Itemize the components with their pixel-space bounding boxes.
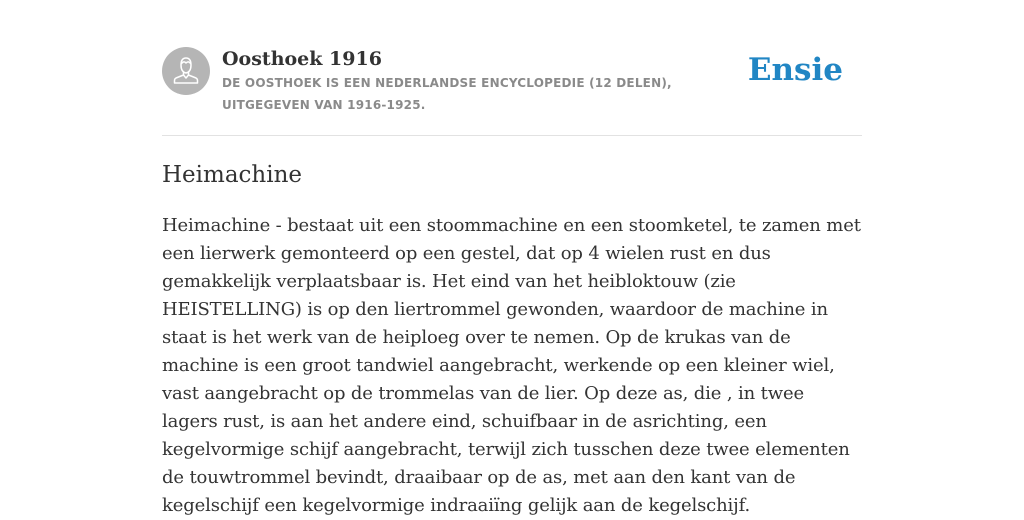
article-body: Heimachine - bestaat uit een stoommachine en een stoomketel, te zamen met een lierwerk gemonteerd op een gestel, dat op 4 wielen rust en dus gemakkelijk verplaatsbaar is. Het eind van het heibloktouw (zie HEISTELLING) is op den liertrommel gewonden, waardoor de machine in staat is het werk van de heiploeg over te nemen. Op de krukas van de machine is een groot tandwiel aangebracht, werkende op een kleiner wiel, vast aangebracht op de trommelas van de lier. Op deze as, die , in twee lagers rust, is aan het andere eind, schuifbaar in de asrichting, een kegelvormige schijf aangebracht, terwijl zich tusschen deze twee elementen de touwtrommel bevindt, draaibaar op de as, met aan den kant van de kegelschijf een kegelvormige indraaiïng gelijk aan de kegelschijf.: [162, 215, 861, 516]
source-description: DE OOSTHOEK IS EEN NEDERLANDSE ENCYCLOPEDIE (12 DELEN), UITGEGEVEN VAN 1916-1925.: [222, 76, 672, 112]
source-title[interactable]: Oosthoek 1916: [222, 48, 382, 70]
avatar[interactable]: [162, 47, 210, 95]
user-silhouette-icon: [162, 47, 210, 95]
divider: [162, 135, 862, 136]
article-title: Heimachine: [162, 162, 303, 188]
brand-logo[interactable]: Ensie: [747, 52, 843, 88]
source-header: [162, 47, 862, 119]
